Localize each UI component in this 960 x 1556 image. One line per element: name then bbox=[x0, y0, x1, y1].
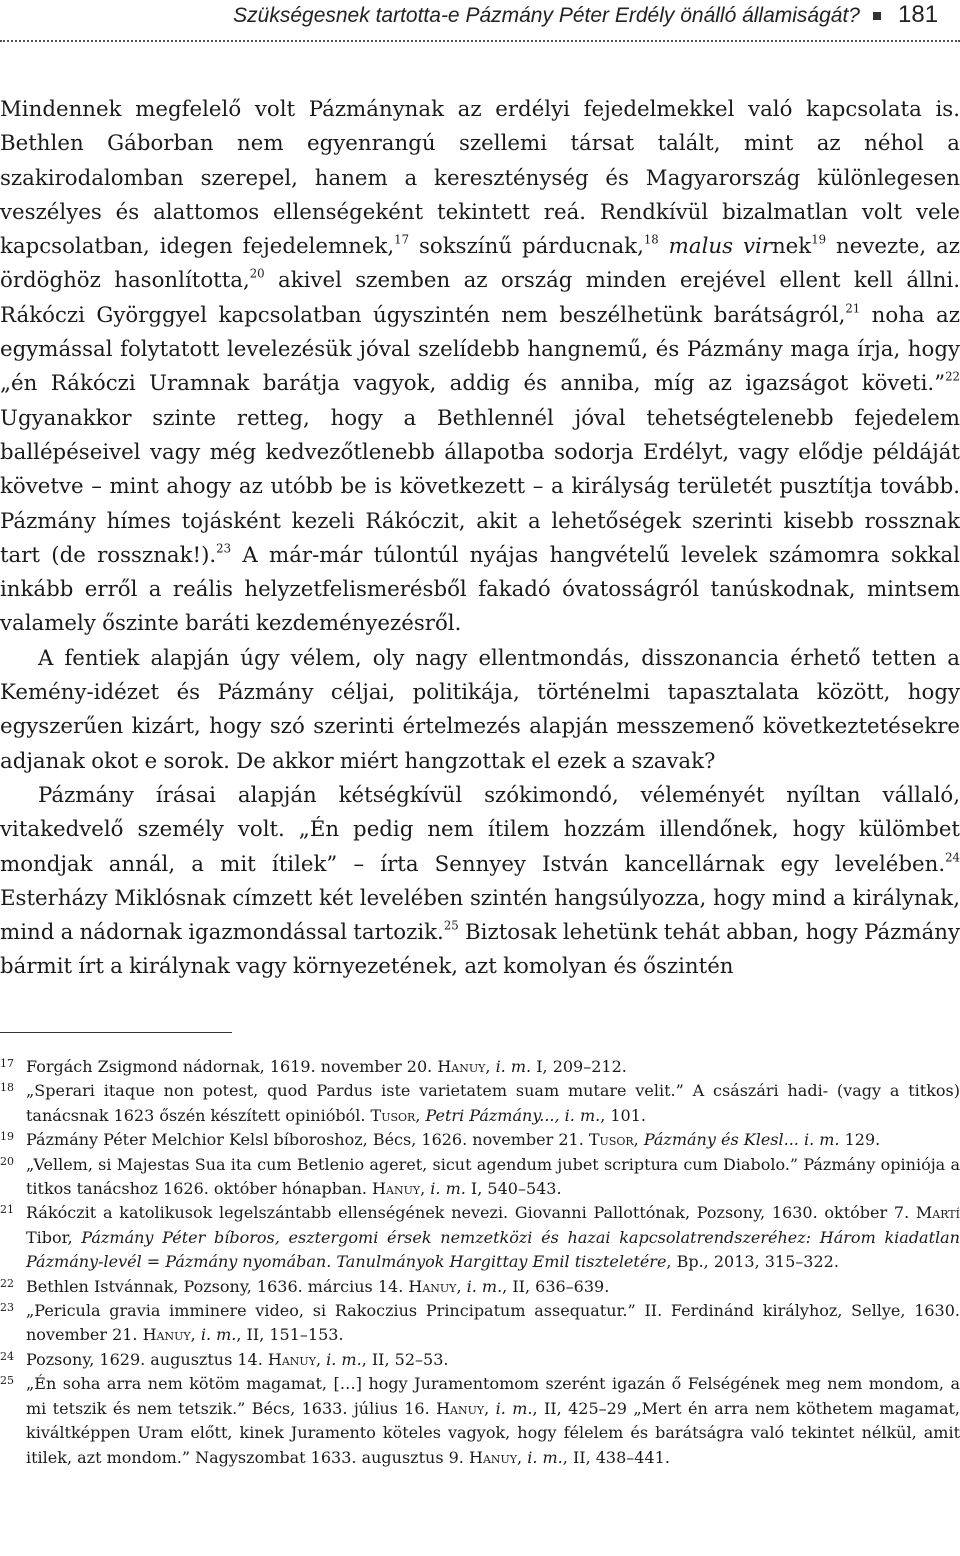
running-header-title: Szükségesnek tartotta-e Pázmány Péter Erdély önálló államiságát? bbox=[233, 4, 860, 27]
footnote-24: 24 Pozsony, 1629. augusztus 14. Hanuy, i. m., II, 52–53. bbox=[0, 1349, 449, 1369]
paragraph-1: Mindennek megfelelő volt Pázmánynak az erdélyi fejedelmekkel való kapcsolata is. Bethlen Gáborban nem egyenrangú szellemi társat talált, mint az néhol a szakirodalomban szerepel, hanem a kereszténység és Magyarország különlegesen veszélyes és alattomos ellenségeként tekintett reá. Rendkívül bizalmatlan volt vele kapcsolatban, idegen fejedelemnek,$^{17}$ sokszínű párducnak,$^{18}$ malus virnek$^{19}$ nevezte, az ördöghöz hasonlította,$^{20}$ akivel szemben az ország minden erejével ellent kell állni. Rákóczi Györggyel kapcsolatban úgyszintén nem beszélhetünk barátságról,$^{21}$ noha az egymással folytatott levelezésük jóval szelídebb hangnemű, és Pázmány maga írja, hogy „én Rákóczi Uramnak barátja vagyok, addig és anniba, míg az igazságot követi.”$^{22}$ Ugyanakkor szinte retteg, hogy a Bethlennél jóval tehetségtelenebb fejedelem ballépéseivel vagy még kedvezőtlenebb állapotba sodorja Erdélyt, vagy elődje példáját követve – mint ahogy az utóbb be is következett – a királyság területét pusztítja tovább. Pázmány hímes tojásként kezeli Rákóczit, akit a lehetőségek szerinti kisebb rossznak tart (de rossznak!).$^{23}$ A már-már túlontúl nyájas hangvételű levelek számomra sokkal inkább erről a reális helyzetfelismerésből fakadó óvatosságról tanúskodnak, mintsem valamely őszinte baráti kezdeményezésről. bbox=[0, 97, 960, 637]
footnote-25: 25 „Én soha arra nem kötöm magamat, […] hogy Juramentomom szerént igazán ő Felségének meg nem mondom, a mi tetszik és nem tetszik.” Bécs, 1633. július 16. Hanuy, i. m., II, 425–29 „Mert én arra nem köthetem magamat, kiváltképpen Uram előtt, kinek Juramento köteles vagyok, hogy félelem és barátságra való tekintet nélkül, amit itilek, azt mondom.” Nagyszombat 1633. augusztus 9. Hanuy, i. m., II, 438–441. bbox=[0, 1374, 960, 1467]
running-header bbox=[0, 0, 960, 42]
footnote-ref-24[interactable]: 24 bbox=[945, 850, 960, 865]
footnotes bbox=[0, 1055, 960, 1470]
footnote-ref-23[interactable]: 23 bbox=[216, 541, 232, 556]
footnote-ref-17[interactable]: 17 bbox=[394, 232, 410, 247]
footnote-ref-19[interactable]: 19 bbox=[811, 232, 827, 247]
footnote-ref-21[interactable]: 21 bbox=[845, 301, 861, 316]
footnote-20: 20 „Vellem, si Majestas Sua ita cum Betlenio ageret, sicut agendum jubet scriptura cum Diabolo.” Pázmány opiniója a titkos tanácshoz 1626. október hónapban. Hanuy, i. m. I, 540–543. bbox=[0, 1154, 960, 1199]
page-number: 181 bbox=[898, 1, 939, 28]
paragraph-3: Pázmány írásai alapján kétségkívül szókimondó, véleményét nyíltan vállaló, vitakedvelő személy volt. „Én pedig nem ítilem hozzám illendőnek, hogy külömbet mondjak annál, a mit ítilek” – írta Sennyey István kancellárnak egy levelében.$^{24}$ Esterházy Miklósnak címzett két levelében szintén hangsúlyozza, hogy mind a királynak, mind a nádornak igazmondással tartozik.$^{25}$ Biztosak lehetünk tehát abban, hogy Pázmány bármit írt a királynak vagy környezetének, azt komolyan és őszintén bbox=[0, 782, 960, 980]
footnote-ref-25[interactable]: 25 bbox=[443, 918, 459, 933]
footnote-23: 23 „Pericula gravia imminere video, si Rakoczius Principatum assequatur.” II. Ferdinánd királyhoz, Sellye, 1630. november 21. Hanuy, i. m., II, 151–153. bbox=[0, 1301, 960, 1345]
header-dotted-rule bbox=[0, 40, 960, 42]
footnote-21: 21 Rákóczit a katolikusok legelszántabb ellenségének nevezi. Giovanni Pallottónak, Pozsony, 1630. október 7. Martí Tibor, Pázmány Péter bíboros, esztergomi érsek nemzetközi és hazai kapcsolatrendszeréhez: Három kiadatlan Pázmány-levél = Pázmány nyomában. Tanulmányok Hargittay Emil tiszteletére, Bp., 2013, 315–322. bbox=[0, 1203, 960, 1272]
paragraph-2: A fentiek alapján úgy vélem, oly nagy ellentmondás, disszonancia érhető tetten a Kemény-idézet és Pázmány céljai, politikája, történelmi tapasztalata között, hogy egyszerűen kizárt, hogy szó szerinti értelmezés alapján messzemenő következtetésekre adjanak okot e sorok. De akkor miért hangzottak el ezek a szavak? bbox=[0, 645, 960, 774]
footnote-ref-22[interactable]: 22 bbox=[945, 370, 960, 385]
footnote-19: 19 Pázmány Péter Melchior Kelsl bíboroshoz, Bécs, 1626. november 21. Tusor, Pázmány és Klesl... i. m. 129. bbox=[0, 1130, 881, 1150]
footnote-17: 17 Forgách Zsigmond nádornak, 1619. november 20. Hanuy, i. m. I, 209–212. bbox=[0, 1057, 627, 1076]
footnote-ref-18[interactable]: 18 bbox=[643, 232, 659, 247]
footnote-separator bbox=[0, 1032, 232, 1033]
body-text bbox=[0, 93, 960, 985]
footnote-22: 22 Bethlen Istvánnak, Pozsony, 1636. március 14. Hanuy, i. m., II, 636–639. bbox=[0, 1276, 610, 1296]
header-square-ornament bbox=[873, 12, 881, 20]
footnote-ref-20[interactable]: 20 bbox=[249, 267, 265, 282]
footnote-18: 18 „Sperari itaque non potest, quod Pardus iste varietatem suam mutare velit.” A császári hadi- (vagy a titkos) tanácsnak 1623 őszén készített opinióból. Tusor, Petri Pázmány..., i. m., 101. bbox=[0, 1081, 960, 1125]
